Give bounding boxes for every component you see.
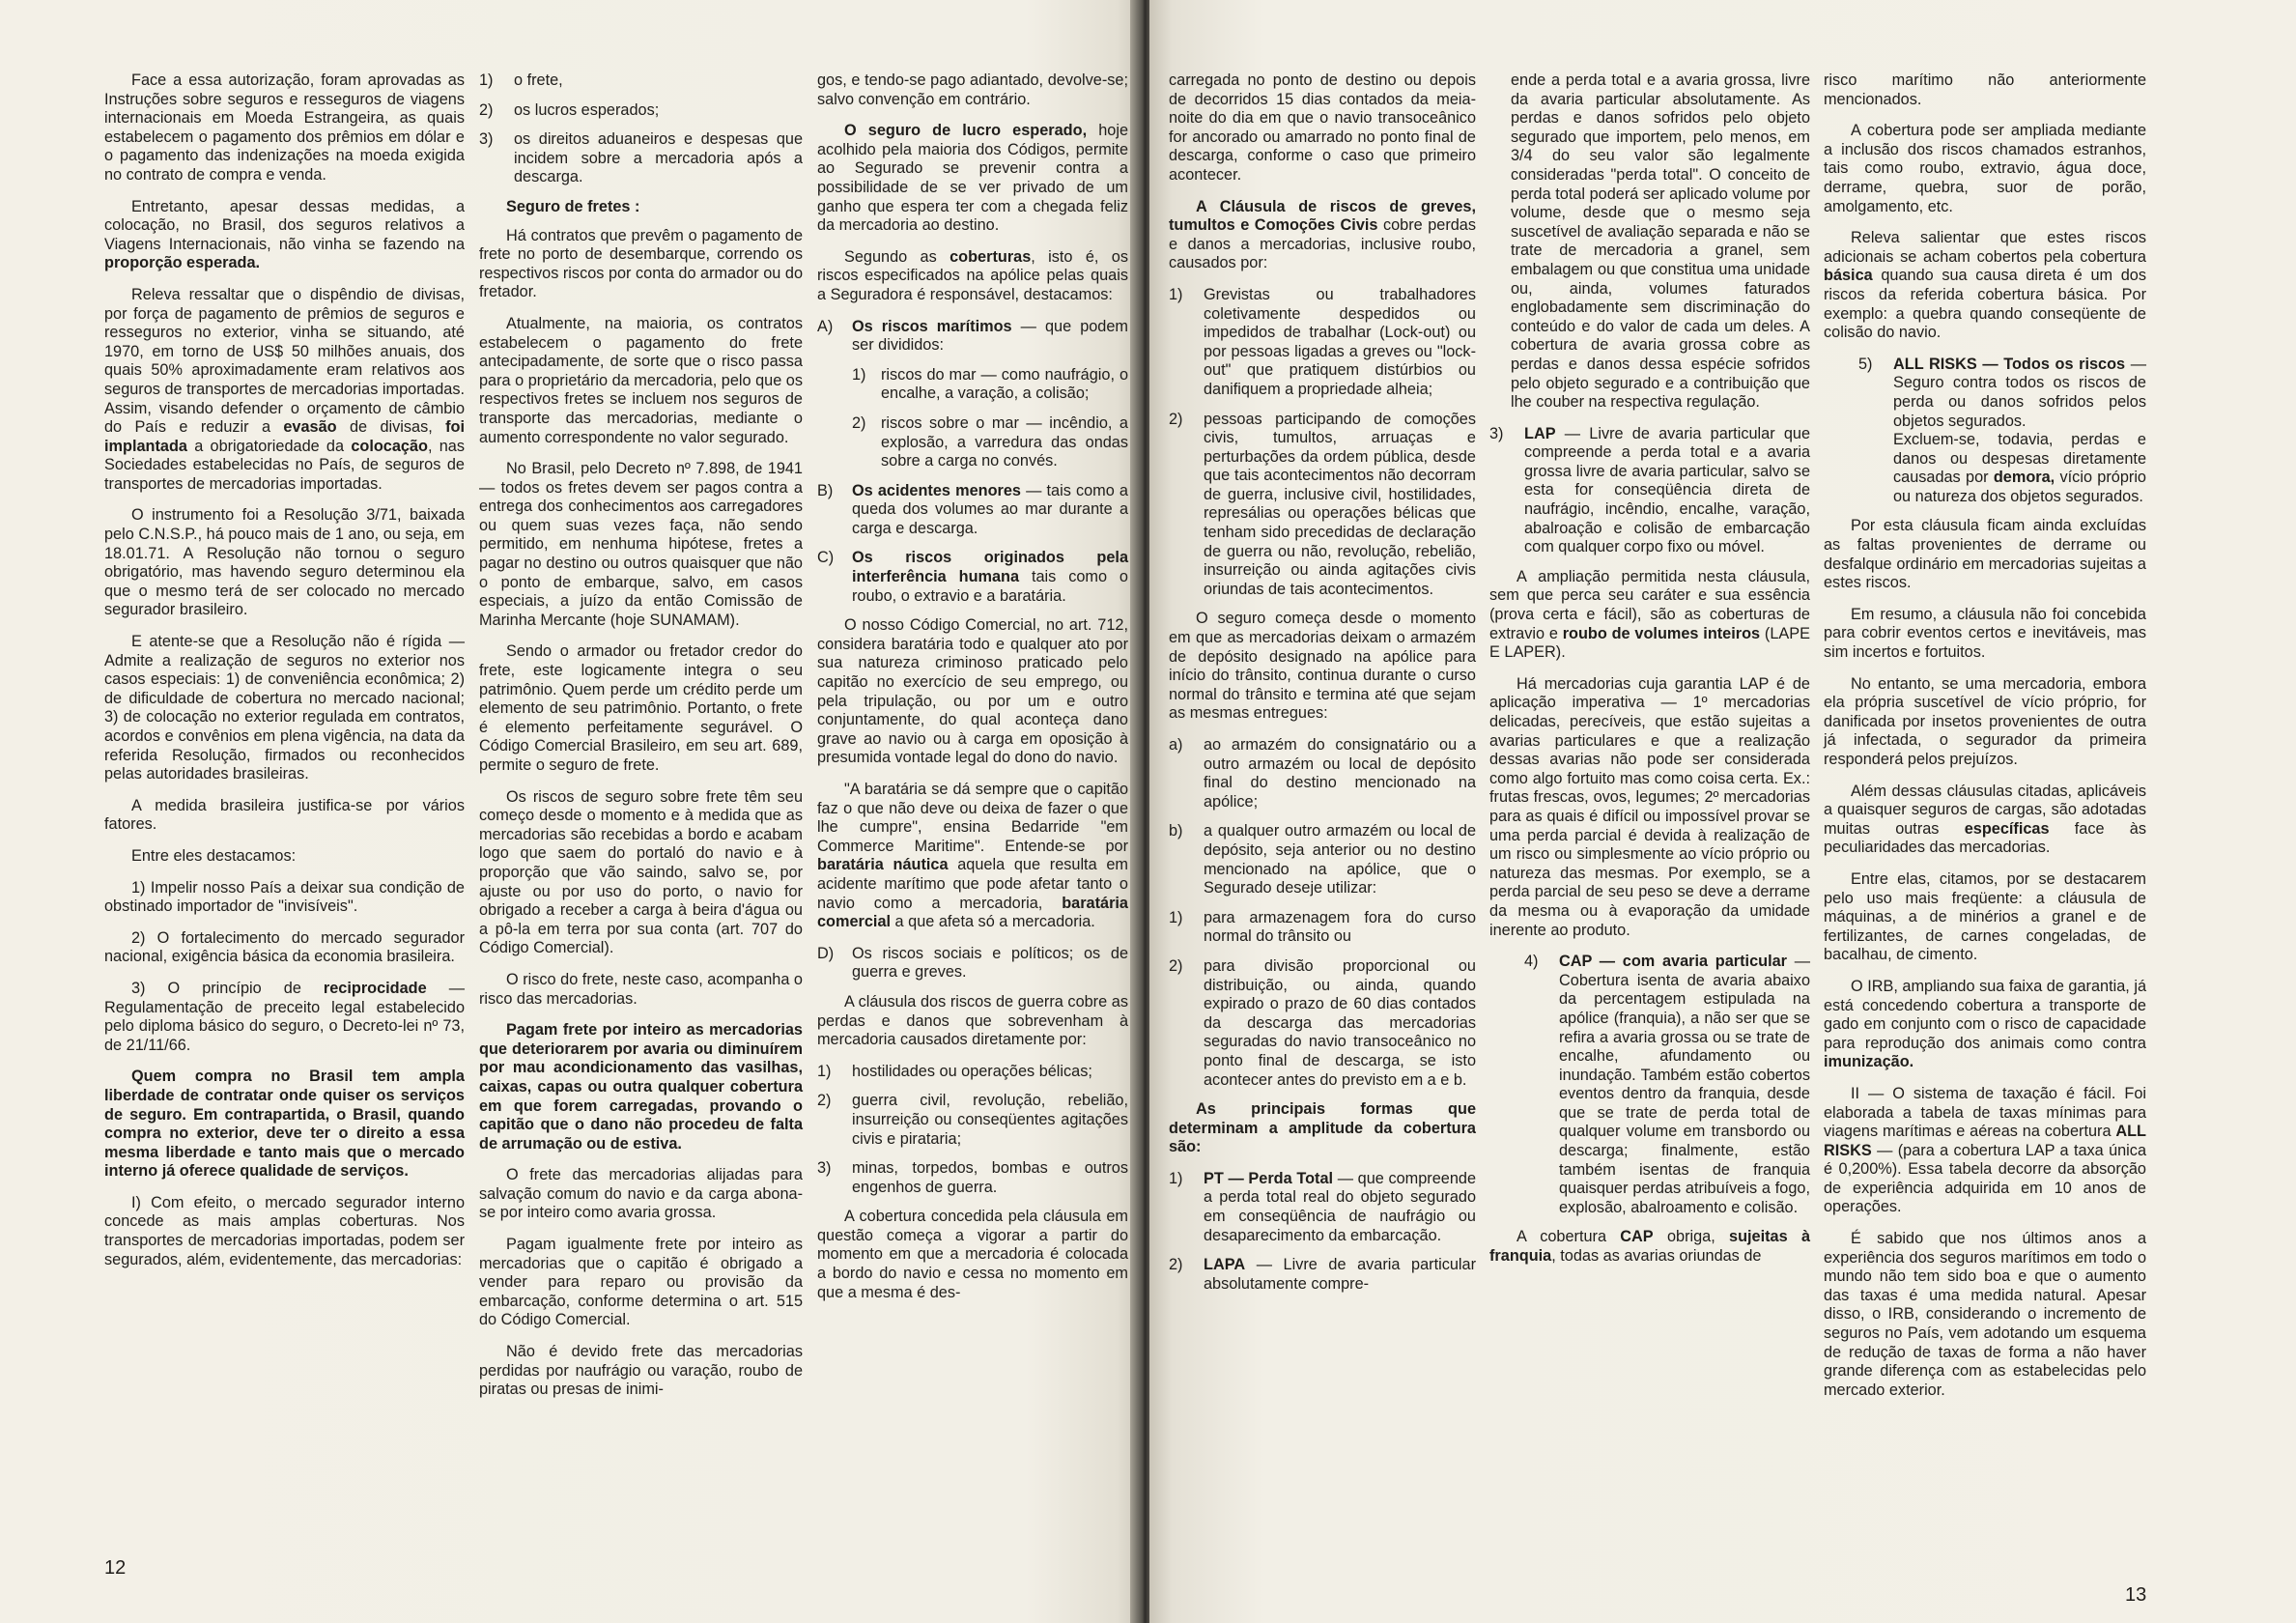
right-column-1 bbox=[1169, 71, 1476, 1304]
paragraph: E atente-se que a Resolução não é rígida — Admite a realização de seguros no exterior nos casos especiais: 1) de conveniência econômica; 2) de dificuldade de cobertura no mercado nacional; 3) de colocação no exterior regulada em contratos, acordos e convênios em plena vigência, na data da referida Resolução, firmados ou reconhecidos pelas autoridades brasileiras. bbox=[104, 633, 465, 783]
paragraph: Sendo o armador ou fretador credor do frete, este logicamente integra o seu patrimônio. Quem perde um crédito perde um elemento de seu patrimônio. Portanto, o frete é elemento perfeitamente segurável. O Código Comercial Brasileiro, em seu art. 689, permite o seguro de frete. bbox=[479, 642, 803, 774]
list-item: C) Os riscos originados pela interferência humana tais como o roubo, o extravio e a baratária. bbox=[817, 549, 1128, 605]
paragraph: A cobertura CAP obriga, sujeitas à franquia, todas as avarias oriundas de bbox=[1489, 1228, 1810, 1266]
list-item: 1) Grevistas ou trabalhadores coletivamente despedidos ou impedidos de trabalhar (Lock-out) ou por pessoas ligadas a greves ou "lock-out" que pratiquem distúrbios ou danifiquem a propriedade alheia; bbox=[1169, 285, 1476, 398]
paragraph: Além dessas cláusulas citadas, aplicáveis a quaisquer seguros de cargas, são adotadas muitas outras específicas face às peculiaridades das mercadorias. bbox=[1824, 782, 2146, 857]
paragraph: A cláusula dos riscos de guerra cobre as perdas e danos que sobrevenham à mercadoria causados diretamente por: bbox=[817, 992, 1128, 1049]
page-number-right: 13 bbox=[2125, 1584, 2147, 1606]
paragraph: gos, e tendo-se pago adiantado, devolve-se; salvo convenção em contrário. bbox=[817, 71, 1128, 108]
left-column-3 bbox=[817, 71, 1128, 1315]
paragraph: 2) O fortalecimento do mercado segurador nacional, exigência básica da economia brasileira. bbox=[104, 928, 465, 966]
paragraph: Em resumo, a cláusula não foi concebida para cobrir eventos certos e inevitáveis, mas sim incertos e fortuitos. bbox=[1824, 605, 2146, 662]
paragraph: 1) Impelir nosso País a deixar sua condição de obstinado importador de "invisíveis". bbox=[104, 878, 465, 916]
list-item: 2) pessoas participando de comoções civis, tumultos, arruaças e perturbações da ordem pública, desde que tais acontecimentos não decorram de guerra, inclusive civil, hostilidades, represálias ou operações bélicas que tenham sido precedidas de declaração de guerra ou não, revolução, rebelião, insurreição ou ainda agitações civis oriundas de tais acontecimentos. bbox=[1169, 410, 1476, 598]
list-item: 1) riscos do mar — como naufrágio, o encalhe, a varação, a colisão; bbox=[852, 365, 1128, 403]
paragraph: I) Com efeito, o mercado segurador interno concede as mais amplas coberturas. Nos transportes de mercadorias importadas, podem ser segurados, além, evidentemente, das mercadorias: bbox=[104, 1193, 465, 1268]
page-number-left: 12 bbox=[104, 1557, 127, 1579]
paragraph: ende a perda total e a avaria grossa, livre da avaria particular absolutamente. As perdas e danos sofridos pelo objeto segurado que importem, pelo menos, em 3/4 do seu valor são legalmente consideradas "perda total". O conceito de perda total poderá ser aplicado volume por volume, desde que o mesmo seja suscetível de avaliação separada e não se trate de mercadoria a granel, sem embalagem ou que constitua uma unidade ou, ainda, volumes faturados englobadamente sem discriminação do conteúdo e do valor de cada um deles. A cobertura de avaria grossa cobre as perdas e danos dessa espécie sofridos pelo objeto segurado e a contribuição que lhe couber na respectiva regulação. bbox=[1511, 71, 1810, 412]
list-item: 3) LAP — Livre de avaria particular que compreende a perda total e a avaria grossa livre de avaria particular, salvo se esta for conseqüência direta de naufrágio, incêndio, encalhe, varação, abalroação e colisão de embarcação com qualquer corpo fixo ou móvel. bbox=[1489, 424, 1810, 556]
paragraph: Há contratos que prevêm o pagamento de frete no porto de desembarque, correndo os respectivos riscos por conta do armador ou do fretador. bbox=[479, 226, 803, 301]
paragraph: Pagam frete por inteiro as mercadorias que deteriorarem por avaria ou diminuírem por mau acondicionamento das vasilhas, caixas, capas ou outra qualquer cobertura em que forem carregadas, provando o capitão que o dano não procedeu de falta de arrumação ou de estiva. bbox=[479, 1021, 803, 1153]
list-item: D) Os riscos sociais e políticos; os de guerra e greves. bbox=[817, 944, 1128, 982]
paragraph: "A baratária se dá sempre que o capitão faz o que não deve ou deixa de fazer o que lhe cumpre", ensina Bedarride "em Commerce Maritime". Entende-se por baratária náutica aquela que resulta em acidente marítimo que pode afetar tanto o navio como a mercadoria, baratária comercial a que afeta só a mercadoria. bbox=[817, 781, 1128, 931]
paragraph: A ampliação permitida nesta cláusula, sem que perca seu caráter e sua essência (prova certa e fácil), são as coberturas de extravio e roubo de volumes inteiros (LAPE E LAPER). bbox=[1489, 567, 1810, 662]
list-item: b) a qualquer outro armazém ou local de depósito, seja anterior ou no destino mencionado na apólice, que o Segurado deseje utilizar: bbox=[1169, 822, 1476, 897]
paragraph: O instrumento foi a Resolução 3/71, baixada pelo C.N.S.P., há pouco mais de 1 ano, ou seja, em 18.01.71. A Resolução não tornou o seguro obrigatório, mas havendo seguro determinou ela que o mesmo terá de ser colocado no mercado segurador brasileiro. bbox=[104, 506, 465, 619]
paragraph: A cobertura concedida pela cláusula em questão começa a vigorar a partir do momento em que a mercadoria é colocada a bordo do navio e cessa no momento em que a mesma é des- bbox=[817, 1208, 1128, 1301]
paragraph: 3) O princípio de reciprocidade — Regulamentação de preceito legal estabelecido pelo diploma básico do seguro, o Decreto-lei nº 73, de 21/11/66. bbox=[104, 979, 465, 1054]
paragraph: O risco do frete, neste caso, acompanha o risco das mercadorias. bbox=[479, 970, 803, 1008]
paragraph: carregada no ponto de destino ou depois de decorridos 15 dias contados da meia-noite do dia em que o navio transoceânico for ancorado ou amarrado no ponto final de descarga, conforme o caso que primeiro acontecer. bbox=[1169, 71, 1476, 184]
paragraph: A cobertura pode ser ampliada mediante a inclusão dos riscos chamados estranhos, tais como roubo, extravio, água doce, derrame, quebra, suor de porão, amolgamento, etc. bbox=[1824, 122, 2146, 215]
paragraph: O IRB, ampliando sua faixa de garantia, já está concedendo cobertura a transporte de gado em conjunto com o risco de capacidade para reprodução dos animais como contra imunização. bbox=[1824, 977, 2146, 1071]
paragraph: Pagam igualmente frete por inteiro as mercadorias que o capitão é obrigado a vender para reparo ou provisão da embarcação, conforme determina o art. 515 do Código Comercial. bbox=[479, 1236, 803, 1329]
paragraph: Por esta cláusula ficam ainda excluídas as faltas provenientes de derrame ou desfalque ordinário em mercadorias sujeitas a estes riscos. bbox=[1824, 517, 2146, 592]
left-column-1 bbox=[104, 71, 465, 1282]
list-item: 3) minas, torpedos, bombas e outros engenhos de guerra. bbox=[817, 1159, 1128, 1196]
paragraph: Entre eles destacamos: bbox=[131, 846, 297, 865]
paragraph: II — O sistema de taxação é fácil. Foi elaborada a tabela de taxas mínimas para viagens marítimas e aéreas na cobertura ALL RISKS — (para a cobertura LAP a taxa única é 0,200%). Essa tabela decorre da absorção de experiência adquirida em 10 anos de operações. bbox=[1824, 1084, 2146, 1216]
list-item: 2) para divisão proporcional ou distribuição, ou ainda, quando expirado o prazo de 60 dias contados da descarga das mercadorias seguradas do navio transoceânico no ponto final de descarga, se isto acontecer antes do previsto em a e b. bbox=[1169, 956, 1476, 1089]
right-page bbox=[1149, 0, 2296, 1623]
paragraph: É sabido que nos últimos anos a experiência dos seguros marítimos em todo o mundo não tem sido boa e que o aumento das taxas é uma medida natural. Apesar disso, o IRB, considerando o incremento de seguros no País, vem adotando um esquema de redução de taxas de forma a não haver grande diferença com as estabelecidas pelo mercado exterior. bbox=[1824, 1230, 2146, 1399]
left-column-2 bbox=[479, 71, 803, 1412]
paragraph: Os riscos de seguro sobre frete têm seu começo desde o momento e à medida que as mercadorias são recebidas a bordo e acabam logo que saem do portaló do navio e à proporção que vão saindo, salvo se, por ajuste ou por uso do porto, o navio for obrigado a receber a carga à beira d'água ou a pô-la em terra por sua conta (art. 707 do Código Comercial). bbox=[479, 787, 803, 957]
list-item: 4) CAP — com avaria particular — Cobertura isenta de avaria abaixo da percentagem estipulada na apólice (franquia), a não ser que se refira a avaria grossa ou se trate de encalhe, afundamento ou inundação. Também estão cobertos eventos dentro da franquia, desde que se trate de perda total de qualquer volume em transbordo ou descarga; finalmente, estão também isentas de franquia quaisquer perdas atribuíveis a fogo, explosão, abalroamento e colisão. bbox=[1524, 953, 1810, 1216]
list-item: a) ao armazém do consignatário ou a outro armazém ou local de depósito final do destino mencionado na apólice; bbox=[1169, 736, 1476, 811]
paragraph: O seguro começa desde o momento em que as mercadorias deixam o armazém de depósito designado na apólice para início do trânsito, continua durante o curso normal do trânsito e termina até que sejam as mesmas entregues: bbox=[1169, 610, 1476, 723]
list-item: 1) para armazenagem fora do curso normal do trânsito ou bbox=[1169, 908, 1476, 946]
paragraph: Releva ressaltar que o dispêndio de divisas, por força de pagamento de prêmios de seguros e resseguros no exterior, vinha se situando, até 1970, em torno de US$ 50 milhões anuais, dos quais 50% aproximadamente eram relativos aos seguros de transportes de mercadorias importadas. Assim, visando defender o orçamento de câmbio do País e reduzir a evasão de divisas, foi implantada a obrigatoriedade da colocação, nas Sociedades estabelecidas no País, de seguros de transportes de mercadorias importadas. bbox=[104, 285, 465, 493]
list-item: 3) os direitos aduaneiros e despesas que incidem sobre a mercadoria após a descarga. bbox=[479, 130, 803, 186]
section-heading: Seguro de fretes : bbox=[506, 197, 640, 215]
paragraph: risco marítimo não anteriormente mencionados. bbox=[1824, 71, 2146, 108]
paragraph: Face a essa autorização, foram aprovadas as Instruções sobre seguros e resseguros de viagens internacionais em Moeda Estrangeira, as quais estabelecem o pagamento dos prêmios em dólar e o pagamento das indenizações na moeda exigida no contrato de compra e venda. bbox=[104, 71, 465, 184]
paragraph: Atualmente, na maioria, os contratos estabelecem o pagamento do frete antecipadamente, de sorte que o risco passa para o proprietário da mercadoria, pelo que os respectivos fretes se incluem nos seguros de transporte das mercadorias, mediante o aumento correspondente no valor segurado. bbox=[479, 314, 803, 446]
right-column-2 bbox=[1489, 71, 1810, 1279]
list-item: B) Os acidentes menores — tais como a queda dos volumes ao mar durante a carga e descarga. bbox=[817, 481, 1128, 537]
list-item: 1) hostilidades ou operações bélicas; bbox=[817, 1062, 1092, 1080]
list-item: 2) guerra civil, revolução, rebelião, insurreição ou conseqüentes agitações civis e pirataria; bbox=[817, 1092, 1128, 1148]
paragraph: No entanto, se uma mercadoria, embora ela própria suscetível de vício próprio, for danificada por insetos provenientes de outra já infectada, o segurador da primeira responderá pelos prejuízos. bbox=[1824, 674, 2146, 768]
paragraph: No Brasil, pelo Decreto nº 7.898, de 1941 — todos os fretes devem ser pagos contra a entrega dos conhecimentos aos carregadores ou quem suas vezes faça, não sendo permitido, em nenhuma hipótese, fretes a pagar no destino ou outros quaisquer que não o ponto de embarque, salvo, em casos especiais, a juízo da então Comissão de Marinha Mercante (hoje SUNAMAM). bbox=[479, 460, 803, 629]
left-page bbox=[0, 0, 1140, 1623]
paragraph: Não é devido frete das mercadorias perdidas por naufrágio ou varação, roubo de piratas ou presas de inimi- bbox=[479, 1343, 803, 1399]
list-item: 2) LAPA — Livre de avaria particular absolutamente compre- bbox=[1169, 1256, 1476, 1293]
list-item: A) Os riscos marítimos — que podem ser divididos: bbox=[817, 317, 1128, 355]
paragraph: O nosso Código Comercial, no art. 712, considera baratária todo e qualquer ato por sua natureza criminoso praticado pelo capitão no exercício de seu emprego, ou pela tripulação, ou por um e outro conjuntamente, do qual aconteça dano grave ao navio ou à carga em oposição à presumida vontade legal do dono do navio. bbox=[817, 616, 1128, 767]
paragraph: Quem compra no Brasil tem ampla liberdade de contratar onde quiser os serviços de seguro. Em contrapartida, o Brasil, quando compra no exterior, deve ter o direito a essa mesma liberdade e tanto mais que o mercado interno já oferece qualidade de serviços. bbox=[104, 1068, 465, 1181]
paragraph: A Cláusula de riscos de greves, tumultos e Comoções Civis cobre perdas e danos a mercadorias, inclusive roubo, causados por: bbox=[1169, 197, 1476, 272]
paragraph: Entre elas, citamos, por se destacarem pelo uso mais freqüente: a cláusula de máquinas, a de minérios a granel e de fertilizantes, de carnes congeladas, de bacalhau, de cimento. bbox=[1824, 869, 2146, 964]
paragraph: Há mercadorias cuja garantia LAP é de aplicação imperativa — 1º mercadorias delicadas, perecíveis, que estão sujeitas a avarias particulares e que a realização dessas avarias não pode ser considerada como algo fortuito mas como coisa certa. Ex.: frutas frescas, ovos, legumes; 2º mercadorias para as quais é difícil ou impossível provar se uma perda parcial é devida à realização de um risco ou simplesmente ao vício próprio ou natureza das mesmas. Por exemplo, se a perda parcial de seu peso se deve a derrame da mesma ou à evaporação da umidade inerente ao produto. bbox=[1489, 674, 1810, 939]
paragraph: A medida brasileira justifica-se por vários fatores. bbox=[104, 796, 465, 834]
paragraph: Entretanto, apesar dessas medidas, a colocação, no Brasil, dos seguros relativos a Viagens Internacionais, não vinha se fazendo na proporção esperada. bbox=[104, 197, 465, 272]
list-item: 1) PT — Perda Total — que compreende a perda total real do objeto segurado em conseqüência de naufrágio ou desaparecimento da embarcação. bbox=[1169, 1169, 1476, 1244]
paragraph: O frete das mercadorias alijadas para salvação comum do navio e da carga abona-se por inteiro como avaria grossa. bbox=[479, 1166, 803, 1222]
list-item: 2) riscos sobre o mar — incêndio, a explosão, a varredura das ondas sobre a carga no convés. bbox=[852, 413, 1128, 470]
list-item: 2) os lucros esperados; bbox=[479, 100, 660, 119]
list-item: 5) ALL RISKS — Todos os riscos — Seguro contra todos os riscos de perda ou danos sofridos pelos objetos segurados. Excluem-se, todavia, perdas e danos ou despesas diretamente causadas por demora, vício próprio ou natureza dos objetos segurados. bbox=[1858, 355, 2146, 505]
paragraph: As principais formas que determinam a amplitude da cobertura são: bbox=[1169, 1100, 1476, 1156]
right-column-3 bbox=[1824, 71, 2146, 1412]
paragraph: Segundo as coberturas, isto é, os riscos especificados na apólice pelas quais a Seguradora é responsável, destacamos: bbox=[817, 247, 1128, 303]
list-item: 1) o frete, bbox=[479, 71, 563, 89]
paragraph: O seguro de lucro esperado, hoje acolhido pela maioria dos Códigos, permite ao Segurado se prevenir contra a possibilidade de se ver privado de um ganho que espera ter com a chegada feliz da mercadoria ao destino. bbox=[817, 122, 1128, 235]
paragraph: Releva salientar que estes riscos adicionais se acham cobertos pela cobertura básica quando sua causa direta é um dos riscos da referida cobertura básica. Por exemplo: a quebra quando conseqüente de colisão do navio. bbox=[1824, 229, 2146, 342]
